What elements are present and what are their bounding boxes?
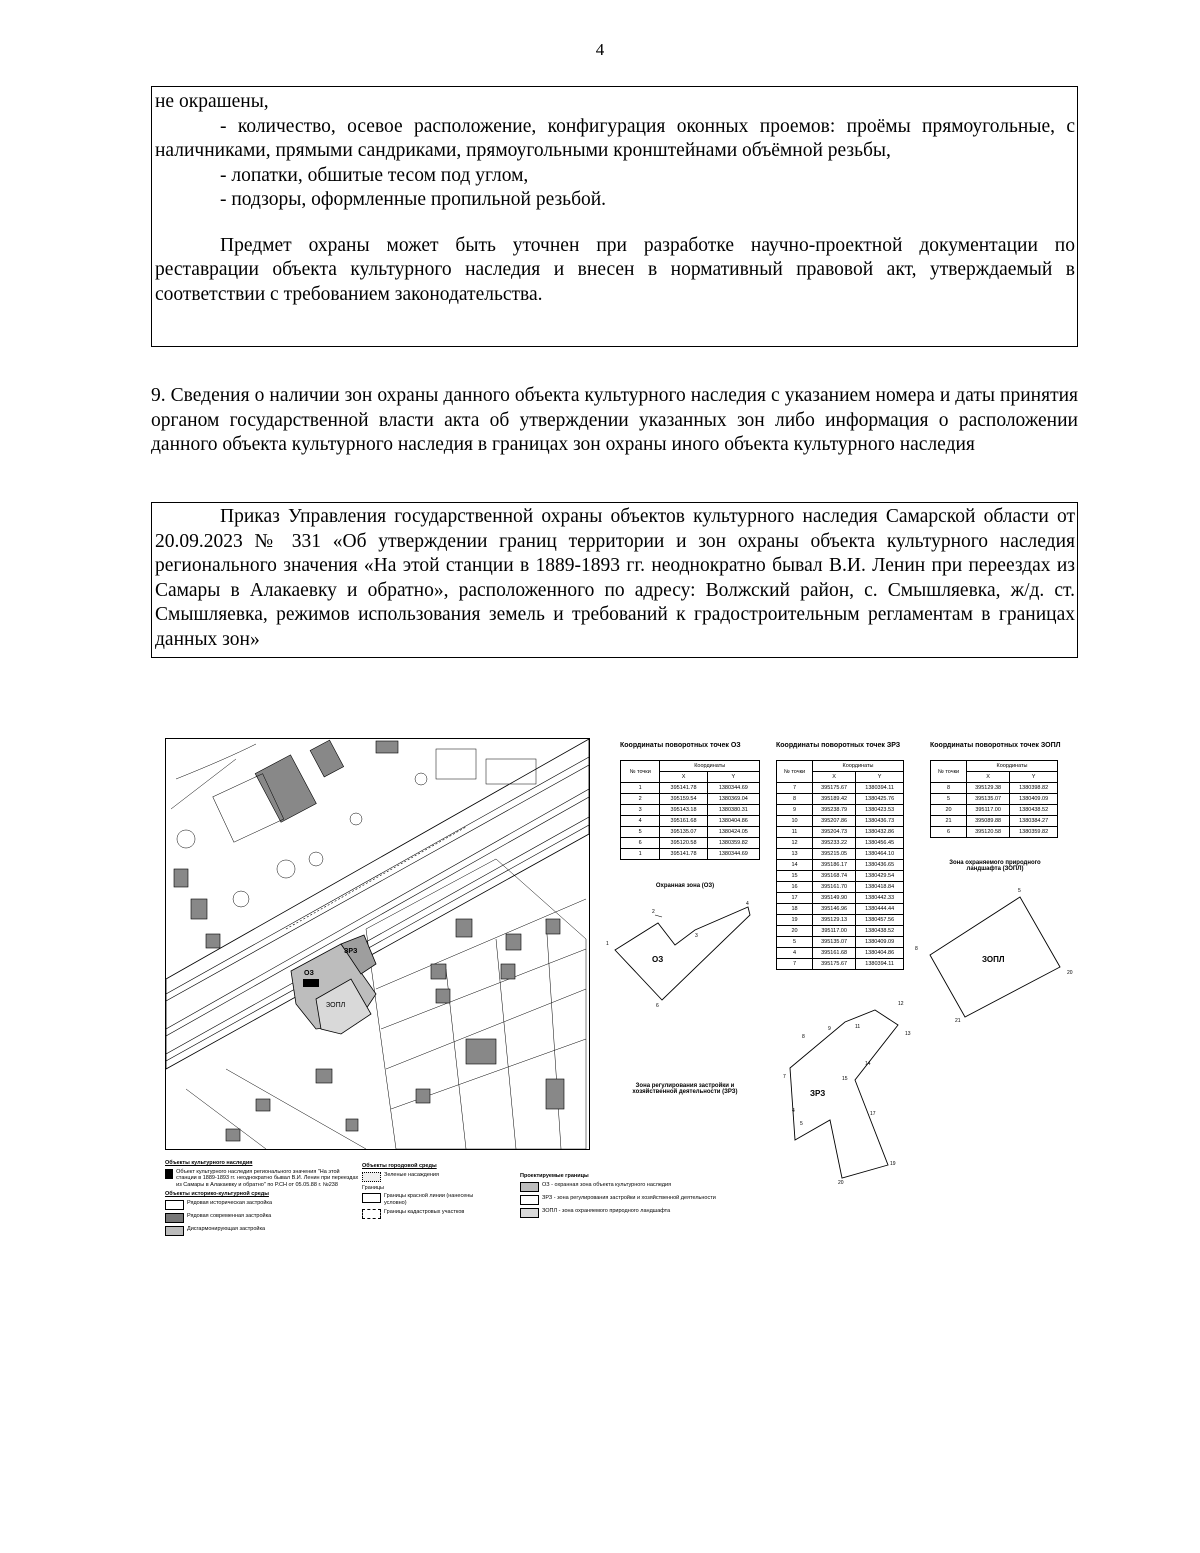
- zopl-scheme-label: ЗОПЛ: [982, 955, 1005, 964]
- zrz-col-group: Координаты: [813, 761, 904, 772]
- oz-coords-row: [621, 794, 760, 805]
- legend-proj-zopl-swatch: [520, 1208, 539, 1218]
- zrz-pt-9: 9: [828, 1026, 831, 1032]
- zrz-coords-cell: 1380456.45: [856, 838, 904, 849]
- zopl-coords-row: [931, 816, 1058, 827]
- zrz-coords-cell: 11: [777, 827, 813, 838]
- zopl-coords-cell: 21: [931, 816, 967, 827]
- oz-coords-cell: 395141.78: [660, 783, 707, 794]
- zrz-coords-row: [777, 937, 904, 948]
- zrz-coords-cell: 9: [777, 805, 813, 816]
- zrz-coords-cell: 395149.90: [813, 893, 856, 904]
- zrz-coords-cell: 395135.07: [813, 937, 856, 948]
- legend-okn-swatch: [165, 1169, 173, 1179]
- zopl-col-y: Y: [1010, 772, 1058, 783]
- zopl-coords-row: [931, 783, 1058, 794]
- zrz-scheme-title: Зона регулирования застройки и хозяйственной деятельности (ЗРЗ): [632, 1083, 738, 1095]
- oz-coords-row: [621, 849, 760, 860]
- zopl-coords-cell: 6: [931, 827, 967, 838]
- oz-coords-cell: 3: [621, 805, 660, 816]
- site-map: [165, 738, 590, 1150]
- zrz-coords-row: [777, 838, 904, 849]
- zrz-coords-cell: 5: [777, 937, 813, 948]
- zopl-coords-cell: 20: [931, 805, 967, 816]
- box1-item3: - подзоры, оформленные пропильной резьбой.: [220, 189, 607, 210]
- section-9-heading: 9. Сведения о наличии зон охраны данного объекта культурного наследия с указанием номера и даты принятия органом государственной власти акта об утверждении указанных зон либо информация о расположении данного объекта культурного наследия в границах зон охраны иного объекта культурного наследия: [151, 385, 1078, 455]
- zrz-coords-cell: 395175.67: [813, 783, 856, 794]
- legend-city-title: Объекты городовой среды: [362, 1163, 437, 1169]
- protection-subject-box: [151, 86, 1078, 347]
- legend-ics-title: Объекты историко-культурной среды: [165, 1191, 269, 1197]
- box1-paragraph: Предмет охраны может быть уточнен при разработке научно-проектной документации по реставрации объекта культурного наследия и внесен в нормативный правовой акт, утверждаемый в соответствии с требованием законодательства.: [155, 234, 1075, 305]
- zrz-pt-8: 8: [802, 1034, 805, 1040]
- zrz-coords-cell: 16: [777, 882, 813, 893]
- zopl-coords-cell: 1380409.09: [1010, 794, 1058, 805]
- oz-coords-cell: 1: [621, 849, 660, 860]
- zrz-coords-cell: 15: [777, 871, 813, 882]
- zrz-coords-cell: 18: [777, 904, 813, 915]
- zrz-coords-cell: 1380438.52: [856, 926, 904, 937]
- legend-ics2-swatch: [165, 1213, 184, 1223]
- zopl-coords-cell: 395135.07: [967, 794, 1010, 805]
- zopl-coords-cell: 395120.58: [967, 827, 1010, 838]
- oz-coords-cell: 395135.07: [660, 827, 707, 838]
- zrz-coords-cell: 395215.05: [813, 849, 856, 860]
- zrz-coords-cell: 395161.68: [813, 948, 856, 959]
- oz-scheme-label: ОЗ: [652, 955, 664, 964]
- zrz-coords-row: [777, 871, 904, 882]
- zopl-pt-20: 20: [1067, 970, 1073, 976]
- zrz-coords-row: [777, 794, 904, 805]
- zopl-coords-table: [930, 760, 1058, 838]
- zopl-coords-cell: 8: [931, 783, 967, 794]
- oz-coords-cell: 1380369.04: [707, 794, 759, 805]
- zrz-coords-cell: 1380429.54: [856, 871, 904, 882]
- zrz-coords-row: [777, 904, 904, 915]
- zrz-coords-title: Координаты поворотных точек ЗРЗ: [776, 742, 901, 749]
- zopl-col-group: Координаты: [967, 761, 1058, 772]
- oz-coords-row: [621, 827, 760, 838]
- zrz-coords-cell: 1380404.86: [856, 948, 904, 959]
- zrz-pt-14: 14: [865, 1061, 871, 1067]
- oz-coords-row: [621, 783, 760, 794]
- oz-pt-6: 6: [656, 1003, 659, 1009]
- oz-col-num: № точки: [621, 761, 660, 783]
- zrz-coords-cell: 1380464.10: [856, 849, 904, 860]
- zopl-coords-cell: 1380384.27: [1010, 816, 1058, 827]
- legend-ics1-swatch: [165, 1200, 184, 1210]
- oz-coords-cell: 1380344.69: [707, 849, 759, 860]
- oz-coords-row: [621, 838, 760, 849]
- oz-coords-cell: 395161.68: [660, 816, 707, 827]
- zopl-coords-cell: 1380398.82: [1010, 783, 1058, 794]
- zopl-coords-row: [931, 827, 1058, 838]
- zrz-coords-row: [777, 882, 904, 893]
- zrz-scheme-label: ЗРЗ: [810, 1089, 826, 1098]
- legend-proj-zopl: ЗОПЛ - зона охраняемого природного ландшафта: [542, 1207, 671, 1214]
- zrz-pt-20: 20: [838, 1180, 844, 1185]
- zrz-pt-13: 13: [905, 1031, 911, 1037]
- zrz-coords-cell: 395175.67: [813, 959, 856, 970]
- zrz-pt-11: 11: [855, 1024, 861, 1030]
- legend-proj-zrz-swatch: [520, 1195, 539, 1205]
- legend-okn-item: Объект культурного наследия регионального значения "На этой станции в 1889-1893 гг. неоднократно бывал В.И. Ленин при переездах из Самары в Алакаевку и обратно" по Р.СН от 05.05.88 г. №238: [176, 1168, 359, 1188]
- zrz-coords-table: [776, 760, 904, 970]
- zopl-col-num: № точки: [931, 761, 967, 783]
- oz-coords-cell: 2: [621, 794, 660, 805]
- oz-col-group: Координаты: [660, 761, 760, 772]
- oz-scheme: [600, 895, 760, 1010]
- legend-cadastral: Границы кадастровых участков: [384, 1209, 465, 1215]
- oz-col-y: Y: [707, 772, 759, 783]
- zrz-coords-cell: 395207.86: [813, 816, 856, 827]
- oz-coords-row: [621, 816, 760, 827]
- oz-coords-cell: 5: [621, 827, 660, 838]
- zrz-coords-cell: 395204.73: [813, 827, 856, 838]
- box1-item1: - количество, осевое расположение, конфигурация оконных проемов: проёмы прямоугольные, с наличниками, прямыми сандриками, прямоугольными кронштейнами объёмной резьбы,: [155, 115, 1075, 161]
- oz-col-x: X: [660, 772, 707, 783]
- zrz-col-x: X: [813, 772, 856, 783]
- legend-green: Зеленые насаждения: [384, 1171, 439, 1178]
- oz-coords-cell: 1: [621, 783, 660, 794]
- zrz-coords-cell: 8: [777, 794, 813, 805]
- zopl-coords-title: Координаты поворотных точек ЗОПЛ: [930, 742, 1061, 749]
- legend-bounds-title: Границы: [362, 1184, 384, 1191]
- zopl-coords-cell: 1380438.52: [1010, 805, 1058, 816]
- legend-proj: [520, 1173, 720, 1221]
- map-label-zrz: ЗРЗ: [344, 948, 358, 955]
- zrz-coords-cell: 1380394.11: [856, 959, 904, 970]
- zrz-coords-cell: 395129.13: [813, 915, 856, 926]
- zrz-coords-cell: 395186.17: [813, 860, 856, 871]
- oz-coords-cell: 395120.58: [660, 838, 707, 849]
- legend-ics1: Рядовая историческая застройка: [187, 1199, 273, 1206]
- zrz-coords-row: [777, 805, 904, 816]
- zrz-coords-cell: 395238.79: [813, 805, 856, 816]
- zrz-coords-cell: 7: [777, 783, 813, 794]
- zrz-coords-cell: 1380425.76: [856, 794, 904, 805]
- order-text: Приказ Управления государственной охраны объектов культурного наследия Самарской области от 20.09.2023 № 331 «Об утверждении границ территории и зон охраны объекта культурного наследия регионального значения «На этой станции в 1889-1893 гг. неоднократно бывал В.И. Ленин при переездах из Самары в Алакаевку и обратно», расположенного по адресу: Волжский район, с. Смышляевка, ж/д. ст. Смышляевка, режимов использования земель и требований к градостроительным регламентам в границах данных зон»: [155, 506, 1075, 650]
- legend-okn: [165, 1160, 360, 1239]
- box1-item2: - лопатки, обшитые тесом под углом,: [220, 164, 529, 186]
- zrz-coords-cell: 20: [777, 926, 813, 937]
- oz-scheme-title: Охранная зона (ОЗ): [655, 883, 715, 889]
- zrz-coords-cell: 1380436.65: [856, 860, 904, 871]
- oz-coords-cell: 395159.54: [660, 794, 707, 805]
- legend-proj-title: Проектируемые границы: [520, 1173, 589, 1179]
- zrz-coords-row: [777, 783, 904, 794]
- zrz-coords-cell: 1380436.73: [856, 816, 904, 827]
- oz-pt-4: 4: [746, 901, 749, 907]
- zrz-coords-cell: 7: [777, 959, 813, 970]
- box1-line1: не окрашены,: [155, 91, 269, 112]
- zopl-coords-cell: 395129.38: [967, 783, 1010, 794]
- zrz-coords-cell: 1380444.44: [856, 904, 904, 915]
- oz-pt-1: 1: [606, 941, 609, 947]
- oz-coords-cell: 1380404.86: [707, 816, 759, 827]
- zopl-coords-cell: 395089.88: [967, 816, 1010, 827]
- zopl-scheme-title: Зона охраняемого природного ландшафта (ЗОПЛ): [949, 860, 1041, 872]
- zrz-coords-cell: 1380423.53: [856, 805, 904, 816]
- zrz-pt-17: 17: [870, 1111, 876, 1117]
- zrz-coords-cell: 12: [777, 838, 813, 849]
- zrz-coords-row: [777, 926, 904, 937]
- zrz-scheme: [780, 1000, 920, 1185]
- zopl-pt-21: 21: [955, 1018, 961, 1022]
- legend-red-lines-swatch: [362, 1193, 381, 1203]
- legend-city: [362, 1163, 497, 1222]
- zrz-pt-12: 12: [898, 1001, 904, 1007]
- zopl-coords-cell: 1380359.82: [1010, 827, 1058, 838]
- zrz-coords-cell: 1380442.33: [856, 893, 904, 904]
- zrz-pt-5: 5: [800, 1121, 803, 1127]
- zrz-coords-cell: 4: [777, 948, 813, 959]
- zrz-pt-7: 7: [783, 1074, 786, 1080]
- zrz-coords-row: [777, 893, 904, 904]
- zopl-coords-cell: 395117.00: [967, 805, 1010, 816]
- oz-coords-row: [621, 805, 760, 816]
- legend-proj-zrz: ЗРЗ - зона регулирования застройки и хозяйственной деятельности: [542, 1194, 716, 1201]
- zrz-coords-row: [777, 860, 904, 871]
- oz-coords-cell: 1380344.69: [707, 783, 759, 794]
- zrz-coords-row: [777, 915, 904, 926]
- legend-cadastral-swatch: [362, 1209, 381, 1219]
- zrz-coords-cell: 1380418.84: [856, 882, 904, 893]
- page-number: 4: [595, 40, 605, 59]
- zrz-pt-4: 4: [792, 1108, 795, 1114]
- zopl-pt-5: 5: [1018, 888, 1021, 894]
- oz-coords-cell: 6: [621, 838, 660, 849]
- zrz-coords-cell: 13: [777, 849, 813, 860]
- legend-ics3-swatch: [165, 1226, 184, 1236]
- zrz-col-num: № точки: [777, 761, 813, 783]
- legend-ics3: Дисгармонирующая застройка: [187, 1225, 266, 1232]
- map-label-zopl: ЗОПЛ: [326, 1002, 346, 1009]
- zrz-coords-cell: 1380432.86: [856, 827, 904, 838]
- zrz-coords-row: [777, 816, 904, 827]
- oz-coords-cell: 4: [621, 816, 660, 827]
- oz-coords-cell: 1380359.82: [707, 838, 759, 849]
- order-box: [151, 502, 1078, 658]
- legend-proj-oz: ОЗ - охранная зона объекта культурного наследия: [542, 1181, 672, 1188]
- zrz-coords-row: [777, 948, 904, 959]
- oz-coords-cell: 1380380.31: [707, 805, 759, 816]
- zrz-coords-cell: 395189.42: [813, 794, 856, 805]
- zrz-coords-row: [777, 849, 904, 860]
- zopl-coords-cell: 5: [931, 794, 967, 805]
- zrz-coords-cell: 395161.70: [813, 882, 856, 893]
- oz-pt-2: 2: [652, 909, 655, 915]
- zopl-col-x: X: [967, 772, 1010, 783]
- zrz-pt-15: 15: [842, 1076, 848, 1082]
- zrz-coords-cell: 19: [777, 915, 813, 926]
- zrz-coords-cell: 395146.96: [813, 904, 856, 915]
- zopl-coords-row: [931, 794, 1058, 805]
- legend-proj-oz-swatch: [520, 1182, 539, 1192]
- oz-pt-3: 3: [695, 933, 698, 939]
- zrz-coords-cell: 14: [777, 860, 813, 871]
- zrz-pt-19: 19: [890, 1161, 896, 1167]
- zrz-coords-cell: 1380457.56: [856, 915, 904, 926]
- zopl-pt-8: 8: [915, 946, 918, 952]
- zrz-coords-cell: 395233.22: [813, 838, 856, 849]
- oz-coords-title: Координаты поворотных точек ОЗ: [620, 742, 741, 749]
- zrz-col-y: Y: [856, 772, 904, 783]
- zopl-coords-row: [931, 805, 1058, 816]
- oz-coords-cell: 395143.18: [660, 805, 707, 816]
- zrz-coords-row: [777, 827, 904, 838]
- legend-red-lines: Границы красной линии (нанесены условно): [383, 1193, 474, 1206]
- oz-coords-cell: 395141.78: [660, 849, 707, 860]
- zrz-coords-row: [777, 959, 904, 970]
- zrz-coords-cell: 395117.00: [813, 926, 856, 937]
- zopl-scheme: [910, 882, 1080, 1022]
- zrz-coords-cell: 1380409.09: [856, 937, 904, 948]
- legend-green-swatch: [362, 1172, 381, 1182]
- zrz-coords-cell: 395168.74: [813, 871, 856, 882]
- legend-okn-title: Объекты культурного наследия: [165, 1160, 253, 1166]
- zrz-coords-cell: 10: [777, 816, 813, 827]
- oz-coords-cell: 1380424.05: [707, 827, 759, 838]
- oz-coords-table: [620, 760, 760, 860]
- zrz-coords-cell: 17: [777, 893, 813, 904]
- legend-ics2: Рядовая современная застройка: [187, 1212, 272, 1219]
- zrz-coords-cell: 1380394.11: [856, 783, 904, 794]
- map-label-oz: ОЗ: [304, 970, 314, 977]
